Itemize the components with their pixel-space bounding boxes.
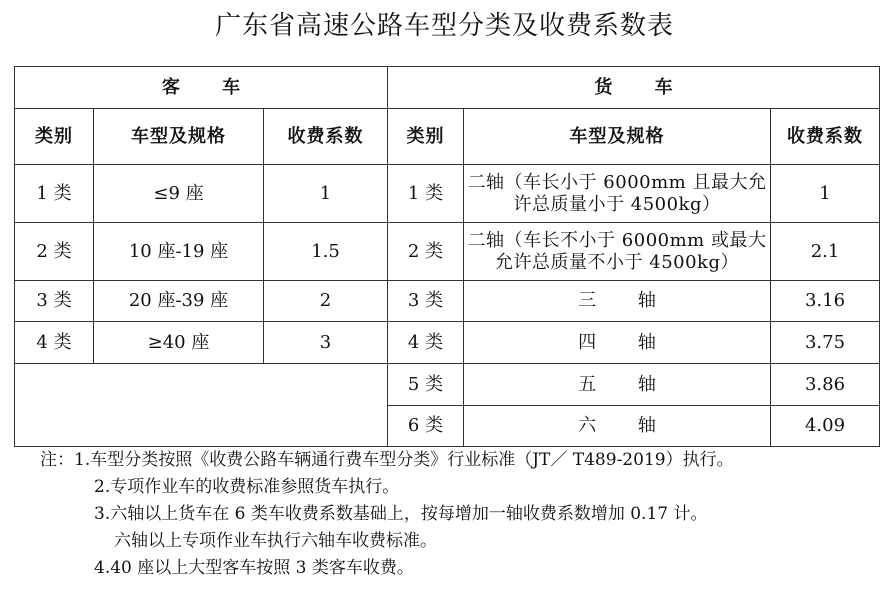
passenger-coefficient: 2 xyxy=(264,281,388,322)
fee-coefficient-table xyxy=(14,66,880,447)
passenger-category: 4 类 xyxy=(15,322,94,364)
freight-spec-line: 二轴（车长小于 6000mm 且最大允 xyxy=(467,171,767,193)
freight-spec: 三 轴 xyxy=(464,281,771,322)
freight-coefficient: 3.16 xyxy=(771,281,880,322)
freight-spec xyxy=(464,223,771,281)
freight-category: 3 类 xyxy=(388,281,464,322)
notes-section xyxy=(40,447,880,582)
freight-spec: 五 轴 xyxy=(464,364,771,406)
passenger-coefficient: 3 xyxy=(264,322,388,364)
freight-category: 2 类 xyxy=(388,223,464,281)
freight-category: 5 类 xyxy=(388,364,464,406)
passenger-empty-cell xyxy=(15,364,388,447)
passenger-category: 3 类 xyxy=(15,281,94,322)
passenger-coefficient: 1 xyxy=(264,165,388,223)
passenger-spec: ≤9 座 xyxy=(94,165,264,223)
freight-spec-line: 许总质量小于 4500kg） xyxy=(513,193,721,215)
passenger-col-coefficient: 收费系数 xyxy=(264,109,388,165)
passenger-category: 2 类 xyxy=(15,223,94,281)
table-row xyxy=(15,165,880,223)
table-row xyxy=(15,364,880,406)
freight-category: 6 类 xyxy=(388,406,464,447)
note-line: 3.六轴以上货车在 6 类车收费系数基础上，按每增加一轴收费系数增加 0.17 计。 xyxy=(94,504,708,524)
passenger-spec: ≥40 座 xyxy=(94,322,264,364)
freight-coefficient: 2.1 xyxy=(771,223,880,281)
passenger-col-category: 类别 xyxy=(15,109,94,165)
freight-coefficient: 4.09 xyxy=(771,406,880,447)
table-row xyxy=(15,322,880,364)
note-line: 4.40 座以上大型客车按照 3 类客车收费。 xyxy=(94,558,414,578)
freight-col-category: 类别 xyxy=(388,109,464,165)
passenger-category: 1 类 xyxy=(15,165,94,223)
passenger-col-spec: 车型及规格 xyxy=(94,109,264,165)
page-title: 广东省高速公路车型分类及收费系数表 xyxy=(214,11,674,41)
passenger-spec: 20 座-39 座 xyxy=(94,281,264,322)
table-row xyxy=(15,223,880,281)
note-line: 六轴以上专项作业车执行六轴车收费标准。 xyxy=(114,531,437,551)
note-line: 注：1.车型分类按照《收费公路车辆通行费车型分类》行业标准（JT／ T489-2019）执行。 xyxy=(40,450,734,470)
passenger-coefficient: 1.5 xyxy=(264,223,388,281)
freight-coefficient: 1 xyxy=(771,165,880,223)
note-line: 2.专项作业车的收费标准参照货车执行。 xyxy=(94,477,400,497)
table-row xyxy=(15,281,880,322)
freight-coefficient: 3.75 xyxy=(771,322,880,364)
freight-col-spec: 车型及规格 xyxy=(464,109,771,165)
freight-spec-line: 允许总质量不小于 4500kg） xyxy=(495,251,739,273)
passenger-group-header: 客 车 xyxy=(15,67,388,109)
freight-spec: 四 轴 xyxy=(464,322,771,364)
passenger-spec: 10 座-19 座 xyxy=(94,223,264,281)
freight-spec-line: 二轴（车长不小于 6000mm 或最大 xyxy=(467,229,767,251)
freight-category: 4 类 xyxy=(388,322,464,364)
freight-col-coefficient: 收费系数 xyxy=(771,109,880,165)
freight-group-header: 货 车 xyxy=(388,67,880,109)
freight-spec xyxy=(464,165,771,223)
freight-spec: 六 轴 xyxy=(464,406,771,447)
freight-category: 1 类 xyxy=(388,165,464,223)
freight-coefficient: 3.86 xyxy=(771,364,880,406)
